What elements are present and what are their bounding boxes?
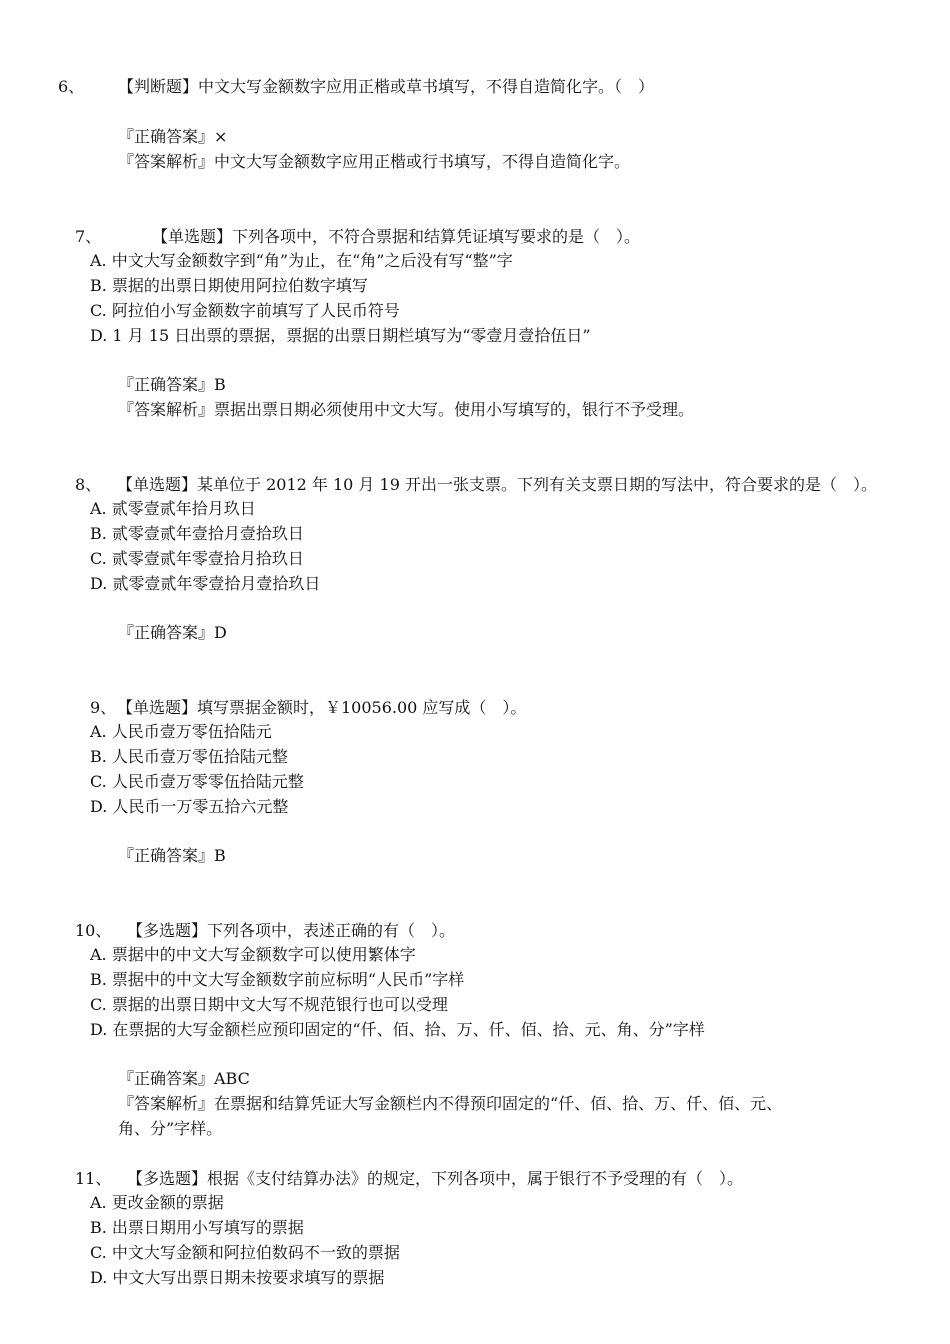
question-stem: 【单选题】下列各项中，不符合票据和结算凭证填写要求的是（ ）。 xyxy=(152,227,641,246)
option-a: A. 人民币壹万零伍拾陆元 xyxy=(90,722,272,741)
option-c: C. 中文大写金额和阿拉伯数码不一致的票据 xyxy=(90,1243,400,1262)
answer-analysis: 『答案解析』中文大写金额数字应用正楷或行书填写，不得自造简化字。 xyxy=(118,152,631,171)
question-number: 9、 xyxy=(90,698,117,717)
option-c: C. 人民币壹万零零伍拾陆元整 xyxy=(90,772,304,791)
option-a: A. 更改金额的票据 xyxy=(90,1193,224,1212)
question-number: 11、 xyxy=(75,1169,112,1188)
option-b: B. 贰零壹贰年壹拾月壹拾玖日 xyxy=(90,524,304,543)
option-c: C. 阿拉伯小写金额数字前填写了人民币符号 xyxy=(90,301,400,320)
question-number: 10、 xyxy=(75,921,112,940)
option-b: B. 票据中的中文大写金额数字前应标明“人民币”字样 xyxy=(90,970,465,989)
question-stem: 【单选题】填写票据金额时，￥10056.00 应写成（ ）。 xyxy=(117,698,527,717)
option-c: C. 票据的出票日期中文大写不规范银行也可以受理 xyxy=(90,995,448,1014)
question-stem: 【判断题】中文大写金额数字应用正楷或草书填写，不得自造简化字。（ ） xyxy=(118,77,655,96)
option-d: D. 中文大写出票日期未按要求填写的票据 xyxy=(90,1268,385,1287)
option-c: C. 贰零壹贰年零壹拾月拾玖日 xyxy=(90,549,304,568)
question-number: 7、 xyxy=(75,227,102,246)
option-d: D. 贰零壹贰年零壹拾月壹拾玖日 xyxy=(90,574,321,593)
answer-analysis: 『答案解析』票据出票日期必须使用中文大写。使用小写填写的，银行不予受理。 xyxy=(118,400,695,419)
correct-answer: 『正确答案』× xyxy=(118,127,228,146)
correct-answer: 『正确答案』ABC xyxy=(118,1069,250,1088)
option-a: A. 贰零壹贰年拾月玖日 xyxy=(90,499,256,518)
answer-analysis: 『答案解析』在票据和结算凭证大写金额栏内不得预印固定的“仟、佰、拾、万、仟、佰、元、 xyxy=(118,1094,783,1113)
option-d: D. 人民币一万零五拾六元整 xyxy=(90,797,289,816)
option-a: A. 票据中的中文大写金额数字可以使用繁体字 xyxy=(90,945,416,964)
option-a: A. 中文大写金额数字到“角”为止，在“角”之后没有写“整”字 xyxy=(90,251,513,270)
option-d: D. 在票据的大写金额栏应预印固定的“仟、佰、拾、万、仟、佰、拾、元、角、分”字样 xyxy=(90,1020,705,1039)
answer-analysis-continued: 角、分”字样。 xyxy=(118,1119,223,1138)
question-stem: 【多选题】下列各项中，表述正确的有（ ）。 xyxy=(127,921,456,940)
correct-answer: 『正确答案』D xyxy=(118,623,227,642)
option-b: B. 票据的出票日期使用阿拉伯数字填写 xyxy=(90,276,368,295)
question-stem: 【单选题】某单位于 2012 年 10 月 19 开出一张支票。下列有关支票日期的写法中，符合要求的是（ ）。 xyxy=(117,475,877,494)
question-number: 6、 xyxy=(58,77,85,96)
option-d: D. 1 月 15 日出票的票据，票据的出票日期栏填写为“零壹月壹拾伍日” xyxy=(90,326,591,345)
correct-answer: 『正确答案』B xyxy=(118,375,226,394)
option-b: B. 出票日期用小写填写的票据 xyxy=(90,1218,304,1237)
correct-answer: 『正确答案』B xyxy=(118,846,226,865)
question-stem: 【多选题】根据《支付结算办法》的规定，下列各项中，属于银行不予受理的有（ ）。 xyxy=(127,1169,744,1188)
question-number: 8、 xyxy=(75,475,102,494)
option-b: B. 人民币壹万零伍拾陆元整 xyxy=(90,747,288,766)
